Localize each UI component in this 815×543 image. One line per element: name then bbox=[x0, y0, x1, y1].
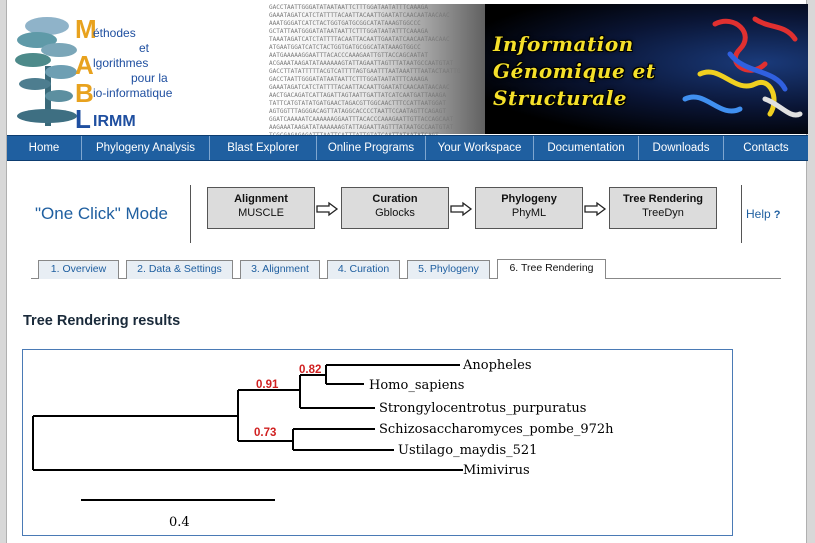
sequence-line: GAAATAGATCATCTATTTTACAATTACAATTGAATATCAACAATAACAAC bbox=[269, 84, 450, 91]
nav-item-home[interactable]: Home bbox=[7, 136, 82, 160]
step-subtitle: Gblocks bbox=[375, 207, 415, 219]
step-title: Curation bbox=[372, 193, 418, 205]
sequence-line: AGTGGTTTAGGGACAGTTATAGGCACCCCTAATTCCAATAGTTCAGAGT bbox=[269, 108, 447, 115]
support-value: 0.73 bbox=[254, 427, 277, 439]
banner-title-line-1: Information bbox=[493, 32, 634, 56]
divider bbox=[741, 185, 742, 243]
nav-item-your-workspace[interactable]: Your Workspace bbox=[426, 136, 534, 160]
mabl-logo bbox=[7, 4, 269, 134]
help-icon: ? bbox=[773, 209, 781, 221]
logo-letter-m: M bbox=[75, 14, 97, 44]
sequence-line: TATTCATGTATATGATGAACTAGACGTTGGCAACTTTCCATTAATGGAT bbox=[269, 100, 447, 107]
sequence-line: AACTGACAGATCATTAGATTAGTAATTGATTATCATCAATGATTAAAGA bbox=[269, 92, 447, 99]
banner-title-line-3: Structurale bbox=[493, 86, 628, 110]
sequence-line: GACCTTATATTTTTACGTCATTTTAGTGAATTTAATAAATTTAATACTAATTG bbox=[269, 68, 461, 75]
step-subtitle: TreeDyn bbox=[642, 207, 684, 219]
logo-word-5: io-informatique bbox=[93, 86, 173, 100]
leaf-label: Strongylocentrotus_purpuratus bbox=[379, 401, 587, 416]
phylogenetic-tree bbox=[23, 350, 734, 537]
logo-word-2: et bbox=[139, 41, 150, 55]
logo-letter-b: B bbox=[75, 78, 94, 108]
logo-letter-a: A bbox=[75, 50, 94, 80]
logo-word-4: pour la bbox=[131, 71, 168, 85]
nav-item-blast-explorer[interactable]: Blast Explorer bbox=[210, 136, 317, 160]
step-tabs bbox=[31, 259, 781, 279]
logo-word-1: éthodes bbox=[93, 26, 136, 40]
nav-item-online-programs[interactable]: Online Programs bbox=[317, 136, 426, 160]
banner-title bbox=[485, 4, 808, 134]
tree-logo-icon bbox=[7, 4, 269, 134]
step-phylogeny[interactable] bbox=[475, 187, 583, 229]
leaf-label: Anopheles bbox=[463, 358, 532, 373]
sequence-line: GACCTAATTGGGATATAATAATTCTTTGGATAATATTTCAAAGA bbox=[269, 4, 428, 11]
step-title: Phylogeny bbox=[501, 193, 557, 205]
page bbox=[6, 0, 807, 543]
dna-sequence-background bbox=[269, 4, 489, 134]
tab-1-overview[interactable]: 1. Overview bbox=[38, 260, 119, 279]
tab-2-data-settings[interactable]: 2. Data & Settings bbox=[126, 260, 233, 279]
sequence-line: GCTATTAATGGGATATAATAATTCTTTGGATAATATTTCAAAGA bbox=[269, 28, 428, 35]
tree-viewer bbox=[22, 349, 733, 536]
tab-6-tree-rendering[interactable]: 6. Tree Rendering bbox=[497, 259, 606, 279]
step-tree-rendering[interactable] bbox=[609, 187, 717, 229]
logo-word-6: IRMM bbox=[93, 113, 136, 130]
arrow-right-icon bbox=[584, 202, 606, 216]
nav-item-downloads[interactable]: Downloads bbox=[639, 136, 724, 160]
step-subtitle: PhyML bbox=[511, 207, 547, 219]
step-curation[interactable] bbox=[341, 187, 449, 229]
main-navigation bbox=[7, 135, 808, 161]
leaf-label: Schizosaccharomyces_pombe_972h bbox=[379, 422, 614, 437]
sequence-line: ATGAATGGATCATCTACTGGTGATGCGGCATATAAAGTGGCC bbox=[269, 44, 421, 51]
help-link[interactable] bbox=[746, 207, 780, 221]
step-title: Alignment bbox=[234, 193, 288, 205]
support-values bbox=[254, 364, 321, 439]
support-value: 0.91 bbox=[256, 379, 279, 391]
mode-label: "One Click" Mode bbox=[35, 204, 169, 223]
sequence-line: AAATGGGATCATCTACTGGTGATGCGGCATATAAAGTGGCCC bbox=[269, 20, 421, 27]
sequence-line: TAAATAGATCATCTATTTTACAATTACAATTGAATATCAACAATAACAAC bbox=[269, 36, 450, 43]
tab-3-alignment[interactable]: 3. Alignment bbox=[240, 260, 320, 279]
scale-bar-label: 0.4 bbox=[169, 515, 190, 530]
step-title: Tree Rendering bbox=[622, 193, 704, 205]
step-subtitle: MUSCLE bbox=[238, 207, 284, 219]
arrow-right-icon bbox=[316, 202, 338, 216]
nav-item-contacts[interactable]: Contacts bbox=[743, 142, 789, 154]
leaf-label: Homo_sapiens bbox=[369, 378, 465, 393]
leaf-label: Ustilago_maydis_521 bbox=[398, 443, 538, 458]
sequence-line: GAAATAGATCATCTATTTTACAATTACAATTGAATATCAACAATAACAAC bbox=[269, 12, 450, 19]
sequence-line: AATGAAAAAGGAATTTACACCCAAAGAATTGTTACCAGCAATAT bbox=[269, 52, 428, 59]
tab-5-phylogeny[interactable]: 5. Phylogeny bbox=[407, 260, 490, 279]
divider bbox=[190, 185, 191, 243]
header-banner bbox=[7, 4, 808, 134]
tab-4-curation[interactable]: 4. Curation bbox=[327, 260, 400, 279]
sequence-line: ACGAAATAAGATATAAAAAAGTATTAGAATTAGTTTATAATGCCAATGTAT bbox=[269, 60, 454, 67]
nav-item-phylogeny-analysis[interactable]: Phylogeny Analysis bbox=[82, 136, 210, 160]
sequence-line: GACCTAATTGGGATATAATAATTCTTTGGATAATATTTCAAAGA bbox=[269, 76, 428, 83]
arrow-right-icon bbox=[450, 202, 472, 216]
logo-letter-l: L bbox=[75, 104, 91, 134]
step-alignment[interactable] bbox=[207, 187, 315, 229]
sequence-line: GGATCAAAAATCAAAAAAGGAATTTACACCCAAAGAATTGTTACCAGCAAT bbox=[269, 116, 454, 123]
banner-title-line-2: Génomique et bbox=[493, 59, 656, 83]
support-value: 0.82 bbox=[299, 364, 322, 376]
logo-word-3: lgorithmes bbox=[93, 56, 149, 70]
leaf-label: Mimivirus bbox=[463, 463, 530, 478]
results-title: Tree Rendering results bbox=[23, 313, 181, 329]
sequence-line: AAGAAATAAGATATAAAAAAGTATTAGAATTAGTTTATAATGCCAATGTAT bbox=[269, 124, 454, 131]
tree-leaf-labels bbox=[369, 358, 614, 478]
nav-item-documentation[interactable]: Documentation bbox=[534, 136, 639, 160]
help-label: Help bbox=[746, 207, 771, 221]
